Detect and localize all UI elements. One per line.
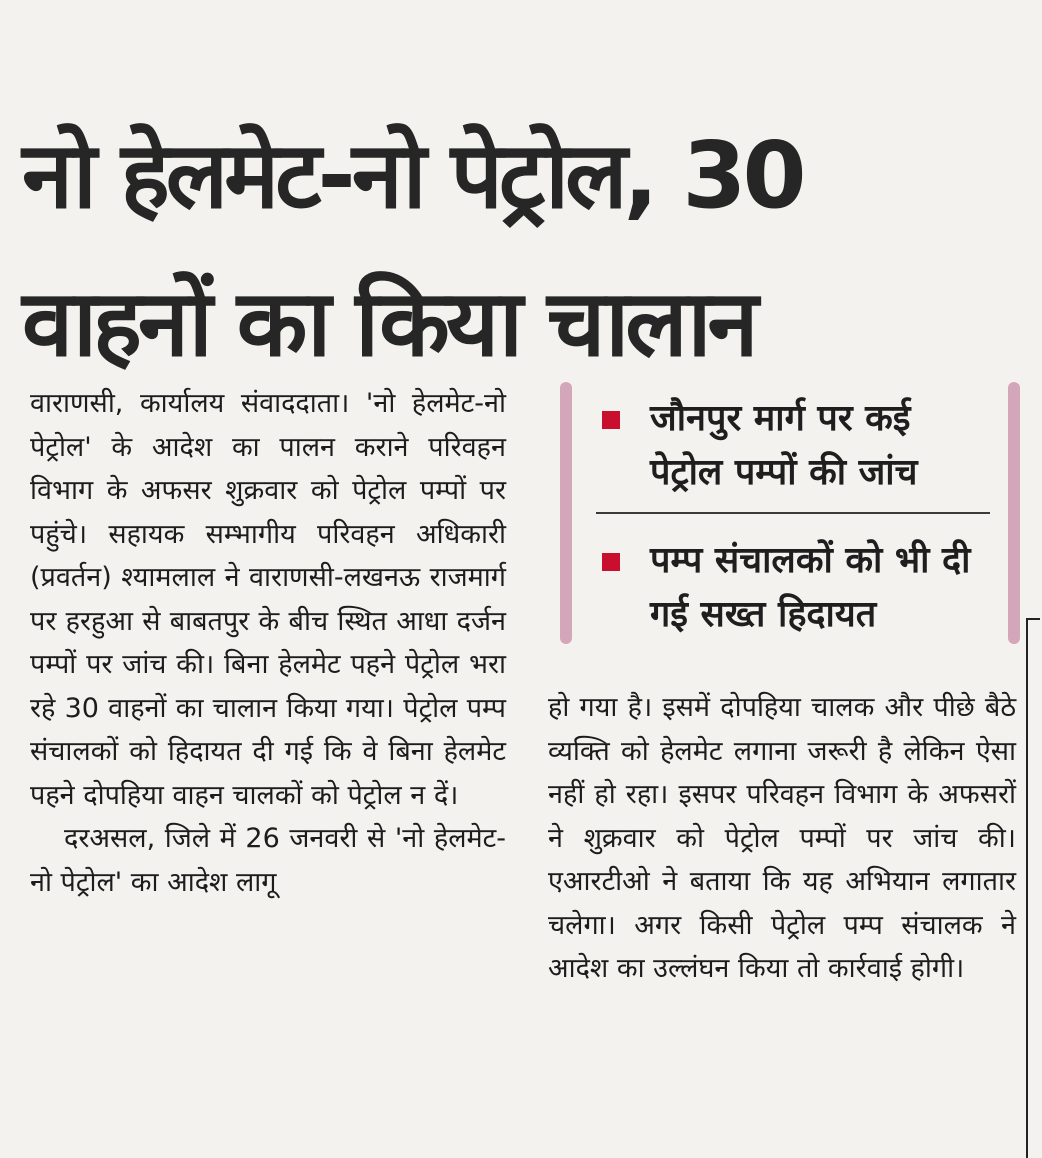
highlight-text-2: पम्प संचालकों को भी दी गई सख्त हिदायत [650,540,971,635]
highlight-side-bar-right [1008,382,1020,644]
highlights-box [560,378,1020,648]
article-paragraph-3: हो गया है। इसमें दोपहिया चालक और पीछे बैठे व्यक्ति को हेलमेट लगाना जरूरी है लेकिन ऐसा नहीं हो रहा। इसपर परिवहन विभाग के अफसरों ने शुक्रवार को पेट्रोल पम्पों पर जांच की। एआरटीओ ने बताया कि यह अभियान लगातार चलेगा। अगर किसी पेट्रोल पम्प संचालक ने आदेश का उल्लंघन किया तो कार्रवाई होगी। [548,692,1016,984]
column-rule [1026,618,1028,1158]
red-square-bullet-icon [602,553,620,571]
highlight-item-2 [602,534,982,642]
column-rule-tick [1026,618,1040,620]
red-square-bullet-icon [602,411,620,429]
highlight-text-1: जौनपुर मार्ग पर कई पेट्रोल पम्पों की जांच [650,398,918,493]
article-column-right [548,686,1016,991]
article-paragraph-1: वाराणसी, कार्यालय संवाददाता। 'नो हेलमेट-नो पेट्रोल' के आदेश का पालन कराने परिवहन विभाग के अफसर शुक्रवार को पेट्रोल पम्पों पर पहुंचे। सहायक सम्भागीय परिवहन अधिकारी (प्रवर्तन) श्यामलाल ने वाराणसी-लखनऊ राजमार्ग पर हरहुआ से बाबतपुर के बीच स्थित आधा दर्जन पम्पों पर जांच की। बिना हेलमेट पहने पेट्रोल भरा रहे 30 वाहनों का चालान किया गया। पेट्रोल पम्प संचालकों को हिदायत दी गई कि वे बिना हेलमेट पहने दोपहिया वाहन चालकों को पेट्रोल न दें। [30,388,506,811]
headline-line-1: नो हेलमेट-नो पेट्रोल, 30 [22,121,803,229]
headline [22,102,1022,398]
article-paragraph-2: दरअसल, जिले में 26 जनवरी से 'नो हेलमेट-नो पेट्रोल' का आदेश लागू [30,823,506,898]
headline-line-2: वाहनों का किया चालान [22,269,755,377]
highlight-side-bar-left [560,382,572,644]
highlight-divider [596,512,990,514]
highlight-item-1 [602,392,982,500]
article-column-left [30,382,506,904]
